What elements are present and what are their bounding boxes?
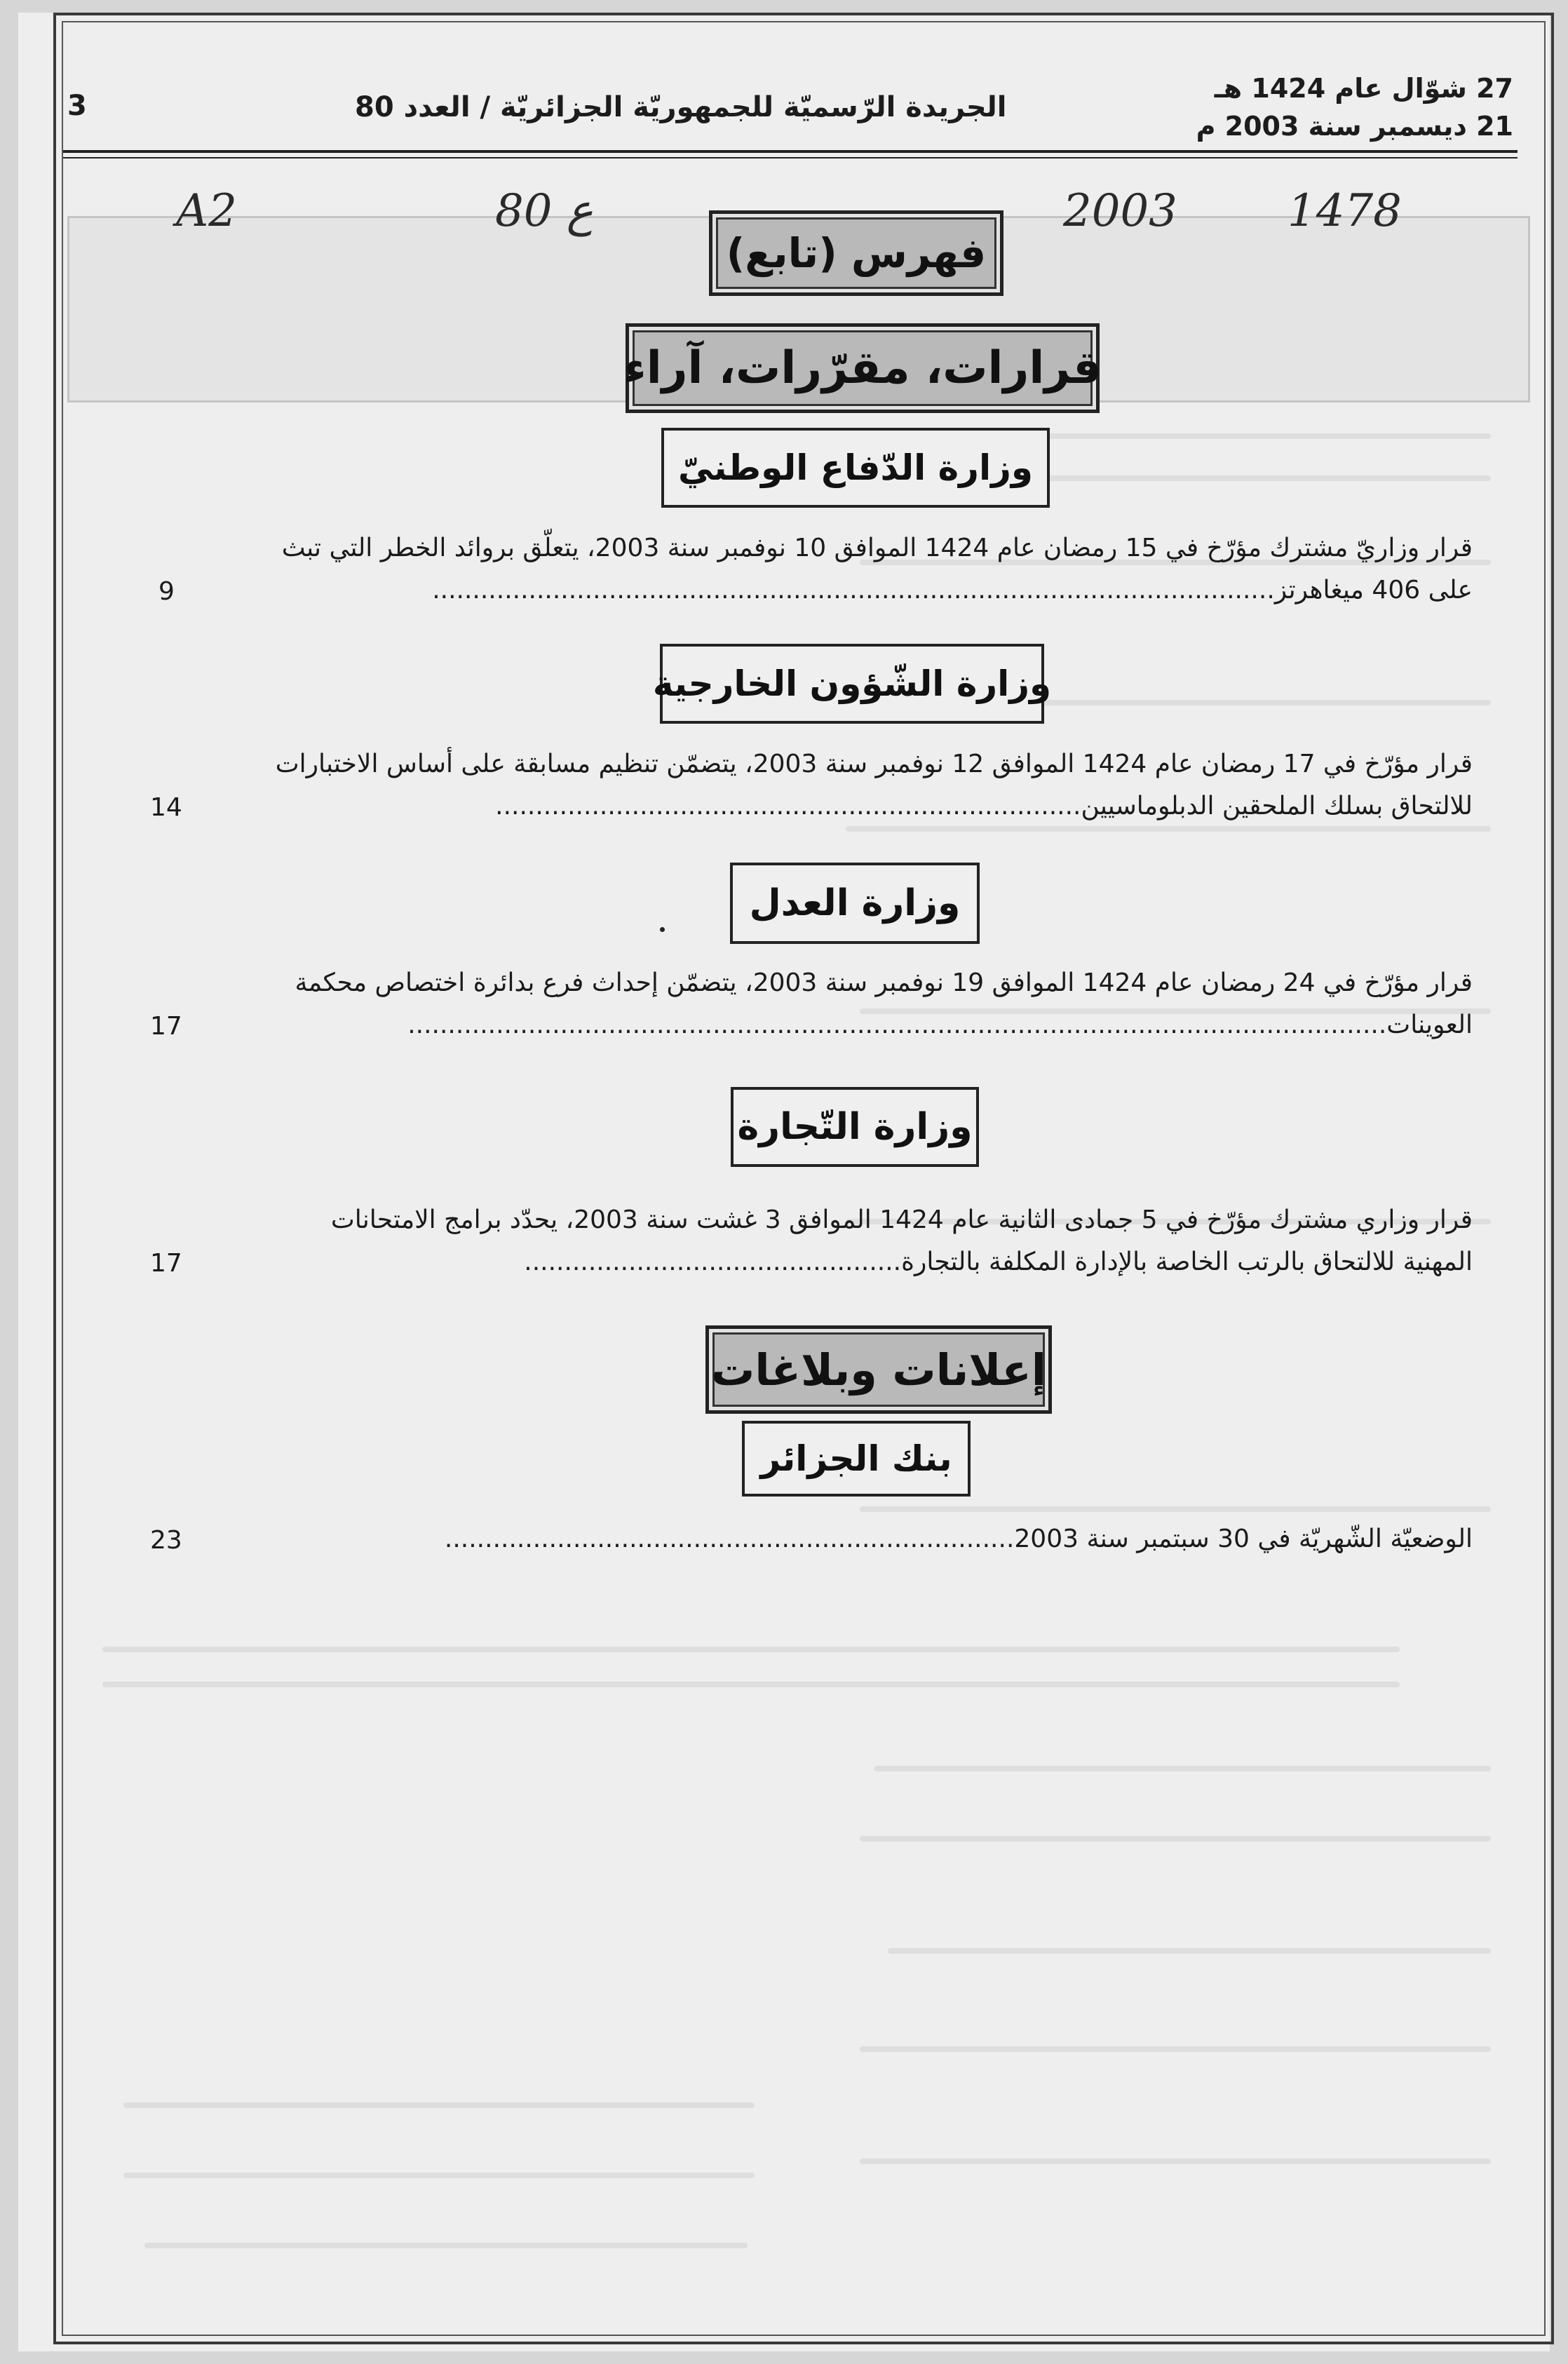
gazette-title: الجريدة الرّسميّة للجمهوريّة الجزائريّة / العدد 80: [355, 91, 1007, 123]
entry-page-number: 14: [150, 793, 182, 822]
ministry-bank-of-algeria: بنك الجزائر: [742, 1421, 971, 1497]
section-title-decisions: قرارات، مقرّرات، آراء: [626, 323, 1100, 413]
entry-page-number: 23: [150, 1526, 182, 1555]
entry-line: للالتحاق بسلك الملحقين الدبلوماسيين.........................................................................: [495, 792, 1473, 820]
ministry-defense: وزارة الدّفاع الوطنيّ: [661, 428, 1050, 508]
entry-line: قرار وزاريّ مشترك مؤرّخ في 15 رمضان عام 1424 الموافق 10 نوفمبر سنة 2003، يتعلّق بروائد الخطر التي تبث: [281, 534, 1473, 562]
entry-page-number: 9: [158, 577, 175, 606]
handwritten-issue: 80 ع: [495, 185, 593, 237]
ministry-justice: وزارة العدل: [730, 863, 980, 944]
hijri-date: 27 شوّال عام 1424 هـ: [1214, 73, 1513, 104]
entry-line: على 406 ميغاهرتز.........................................................................................................: [432, 576, 1473, 604]
header-rule: [63, 150, 1518, 158]
entry-line: الوضعيّة الشّهريّة في 30 سبتمبر سنة 2003.......................................................................: [444, 1525, 1473, 1553]
entry-page-number: 17: [150, 1012, 182, 1041]
entry-line: العوينات..........................................................................................................................: [407, 1011, 1473, 1039]
entry-line: المهنية للالتحاق بالرتب الخاصة بالإدارة المكلفة بالتجارة...............................................: [524, 1248, 1473, 1276]
ministry-foreign-affairs: وزارة الشّؤون الخارجية: [660, 644, 1044, 724]
entry-page-number: 17: [150, 1249, 182, 1278]
entry-line: قرار مؤرّخ في 24 رمضان عام 1424 الموافق 19 نوفمبر سنة 2003، يتضمّن إحداث فرع بدائرة اختصاص محكمة: [295, 968, 1473, 997]
entry-line: قرار وزاري مشترك مؤرّخ في 5 جمادى الثانية عام 1424 الموافق 3 غشت سنة 2003، يحدّد برامج الامتحانات: [330, 1205, 1473, 1234]
handwritten-ref: 1478: [1287, 185, 1402, 237]
handwritten-year: 2003: [1063, 185, 1177, 237]
section-title-announcements: إعلانات وبلاغات: [705, 1325, 1052, 1414]
index-title: فهرس (تابع): [709, 210, 1003, 296]
entry-line: قرار مؤرّخ في 17 رمضان عام 1424 الموافق 12 نوفمبر سنة 2003، يتضمّن تنظيم مسابقة على أساس الاختبارات: [275, 750, 1473, 778]
gregorian-date: 21 ديسمبر سنة 2003 م: [1196, 111, 1513, 142]
newspaper-page: [18, 13, 1550, 2351]
ministry-commerce: وزارة التّجارة: [731, 1087, 979, 1167]
page-number: 3: [67, 90, 87, 122]
handwritten-code: A2: [176, 185, 237, 237]
